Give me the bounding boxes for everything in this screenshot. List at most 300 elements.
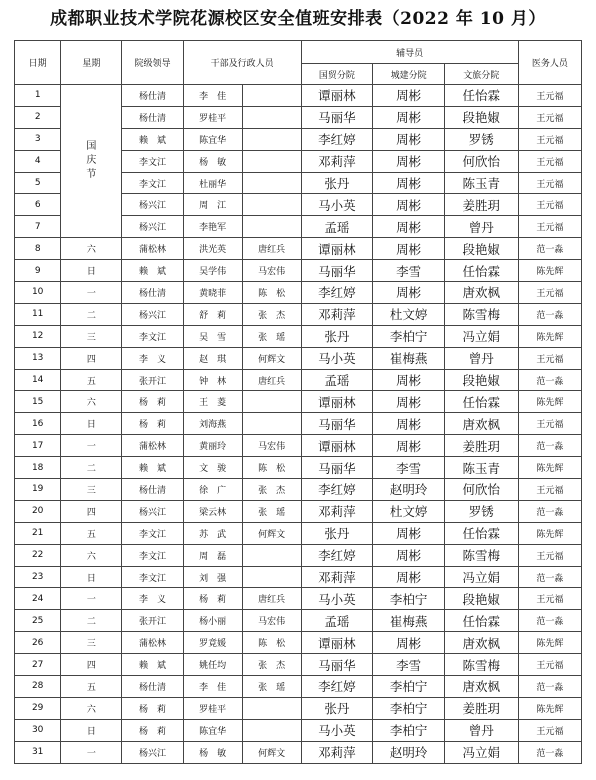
admin-cell-2: 陈 松 [242,282,301,304]
admin-cell-2 [242,413,301,435]
weekday-cell: 日 [61,260,122,282]
date-cell: 14 [15,369,61,391]
admin-cell: 徐 广 [183,479,242,501]
date-cell: 19 [15,479,61,501]
counselor-construction-cell: 周彬 [373,544,445,566]
counselor-trade-cell: 谭丽林 [301,391,373,413]
counselor-tourism-cell: 冯立娟 [444,741,518,763]
admin-cell: 罗竟媛 [183,632,242,654]
counselor-tourism-cell: 曾丹 [444,719,518,741]
medical-cell: 王元福 [518,172,581,194]
counselor-tourism-cell: 任怡霖 [444,610,518,632]
counselor-trade-cell: 马小英 [301,194,373,216]
counselor-construction-cell: 周彬 [373,194,445,216]
admin-cell: 王 菱 [183,391,242,413]
leader-cell: 杨仕清 [122,479,183,501]
medical-cell: 范一淼 [518,741,581,763]
leader-cell: 蒲松林 [122,435,183,457]
admin-cell: 黄丽玲 [183,435,242,457]
medical-cell: 范一淼 [518,500,581,522]
admin-cell: 姚任均 [183,654,242,676]
table-row [15,676,582,698]
holiday-label-char: 国 [86,141,97,153]
admin-cell-2 [242,697,301,719]
table-row [15,238,582,260]
medical-cell: 范一淼 [518,238,581,260]
admin-cell-2: 张 瑶 [242,325,301,347]
weekday-cell: 四 [61,347,122,369]
counselor-tourism-cell: 曾丹 [444,347,518,369]
weekday-cell: 三 [61,479,122,501]
medical-cell: 王元福 [518,85,581,107]
table-row [15,719,582,741]
counselor-construction-cell: 周彬 [373,369,445,391]
counselor-construction-cell: 周彬 [373,435,445,457]
admin-cell: 李 佳 [183,85,242,107]
admin-cell-2: 马宏伟 [242,435,301,457]
admin-cell-2 [242,391,301,413]
admin-cell-2: 张 瑶 [242,500,301,522]
date-cell: 4 [15,150,61,172]
leader-cell: 杨兴江 [122,741,183,763]
date-cell: 3 [15,128,61,150]
leader-cell: 杨兴江 [122,194,183,216]
admin-cell-2 [242,85,301,107]
medical-cell: 范一淼 [518,610,581,632]
table-row [15,741,582,763]
counselor-tourism-cell: 陈玉青 [444,457,518,479]
medical-cell: 陈先辉 [518,697,581,719]
counselor-tourism-cell: 陈雪梅 [444,303,518,325]
admin-cell: 苏 武 [183,522,242,544]
admin-cell-2: 张 杰 [242,479,301,501]
admin-cell: 陈宜华 [183,719,242,741]
counselor-construction-cell: 周彬 [373,391,445,413]
medical-cell: 王元福 [518,150,581,172]
counselor-trade-cell: 马丽华 [301,413,373,435]
table-row [15,347,582,369]
table-row [15,544,582,566]
table-body [15,85,582,764]
counselor-tourism-cell: 任怡霖 [444,85,518,107]
counselor-trade-cell: 张丹 [301,172,373,194]
counselor-construction-cell: 周彬 [373,172,445,194]
leader-cell: 杨 莉 [122,391,183,413]
date-cell: 21 [15,522,61,544]
holiday-label-char: 庆 [86,155,97,167]
counselor-tourism-cell: 段艳婌 [444,588,518,610]
weekday-cell: 五 [61,369,122,391]
table-row [15,632,582,654]
leader-cell: 李文江 [122,544,183,566]
counselor-tourism-cell: 冯立娟 [444,325,518,347]
header-leader: 院级领导 [122,41,183,85]
counselor-construction-cell: 崔梅燕 [373,347,445,369]
date-cell: 20 [15,500,61,522]
counselor-construction-cell: 李雪 [373,260,445,282]
counselor-trade-cell: 谭丽林 [301,238,373,260]
leader-cell: 蒲松林 [122,238,183,260]
counselor-construction-cell: 李柏宁 [373,325,445,347]
admin-cell-2 [242,106,301,128]
date-cell: 18 [15,457,61,479]
counselor-tourism-cell: 姜胜玥 [444,697,518,719]
admin-cell: 赵 琪 [183,347,242,369]
table-row [15,282,582,304]
admin-cell-2 [242,150,301,172]
counselor-trade-cell: 张丹 [301,522,373,544]
leader-cell: 杨兴江 [122,303,183,325]
counselor-trade-cell: 李红婷 [301,282,373,304]
counselor-construction-cell: 周彬 [373,238,445,260]
counselor-construction-cell: 周彬 [373,150,445,172]
date-cell: 8 [15,238,61,260]
counselor-tourism-cell: 姜胜玥 [444,435,518,457]
admin-cell: 钟 林 [183,369,242,391]
admin-cell-2 [242,719,301,741]
table-header [15,41,582,85]
date-cell: 27 [15,654,61,676]
counselor-trade-cell: 马丽华 [301,457,373,479]
counselor-trade-cell: 谭丽林 [301,85,373,107]
leader-cell: 杨仕清 [122,676,183,698]
admin-cell-2: 马宏伟 [242,260,301,282]
admin-cell-2: 何辉文 [242,741,301,763]
admin-cell: 洪光英 [183,238,242,260]
counselor-trade-cell: 邓莉萍 [301,741,373,763]
leader-cell: 李文江 [122,566,183,588]
counselor-tourism-cell: 姜胜玥 [444,194,518,216]
counselor-construction-cell: 李柏宁 [373,719,445,741]
counselor-trade-cell: 马小英 [301,588,373,610]
header-counselor-construction: 城建分院 [373,64,445,85]
table-row [15,435,582,457]
weekday-cell: 五 [61,676,122,698]
counselor-tourism-cell: 何欣怡 [444,479,518,501]
counselor-construction-cell: 周彬 [373,522,445,544]
counselor-trade-cell: 谭丽林 [301,632,373,654]
holiday-label-char: 节 [86,169,97,181]
date-cell: 24 [15,588,61,610]
date-cell: 5 [15,172,61,194]
counselor-trade-cell: 孟瑶 [301,369,373,391]
table-row [15,500,582,522]
admin-cell: 文 骏 [183,457,242,479]
admin-cell: 黄晓菲 [183,282,242,304]
medical-cell: 范一淼 [518,369,581,391]
weekday-cell: 日 [61,413,122,435]
date-cell: 30 [15,719,61,741]
counselor-tourism-cell: 罗锈 [444,500,518,522]
counselor-construction-cell: 周彬 [373,282,445,304]
counselor-tourism-cell: 任怡霖 [444,391,518,413]
counselor-construction-cell: 杜文婷 [373,500,445,522]
page-title: 成都职业技术学院花源校区安全值班安排表（2022 年 10 月） [50,9,546,29]
counselor-trade-cell: 张丹 [301,325,373,347]
admin-cell-2: 唐红兵 [242,588,301,610]
leader-cell: 杨兴江 [122,216,183,238]
weekday-cell: 一 [61,741,122,763]
header-counselor-tourism: 文旅分院 [444,64,518,85]
date-cell: 22 [15,544,61,566]
header-counselor-trade: 国贸分院 [301,64,373,85]
weekday-cell: 一 [61,282,122,304]
leader-cell: 杨兴江 [122,500,183,522]
counselor-construction-cell: 李柏宁 [373,588,445,610]
admin-cell-2: 马宏伟 [242,610,301,632]
date-cell: 31 [15,741,61,763]
leader-cell: 李 义 [122,588,183,610]
table-row [15,260,582,282]
medical-cell: 陈先辉 [518,391,581,413]
table-row [15,697,582,719]
admin-cell: 杨 敏 [183,150,242,172]
date-cell: 29 [15,697,61,719]
counselor-tourism-cell: 唐欢枫 [444,282,518,304]
counselor-trade-cell: 马小英 [301,347,373,369]
leader-cell: 蒲松林 [122,632,183,654]
table-row [15,413,582,435]
counselor-tourism-cell: 唐欢枫 [444,413,518,435]
counselor-construction-cell: 崔梅燕 [373,610,445,632]
counselor-tourism-cell: 段艳婌 [444,369,518,391]
counselor-construction-cell: 赵明玲 [373,479,445,501]
medical-cell: 范一淼 [518,435,581,457]
counselor-tourism-cell: 何欣怡 [444,150,518,172]
counselor-construction-cell: 周彬 [373,85,445,107]
date-cell: 9 [15,260,61,282]
counselor-trade-cell: 李红婷 [301,479,373,501]
counselor-tourism-cell: 冯立娟 [444,566,518,588]
date-cell: 13 [15,347,61,369]
duty-schedule-table [14,40,582,764]
counselor-tourism-cell: 罗锈 [444,128,518,150]
counselor-trade-cell: 张丹 [301,697,373,719]
counselor-trade-cell: 邓莉萍 [301,566,373,588]
counselor-trade-cell: 谭丽林 [301,435,373,457]
counselor-construction-cell: 李雪 [373,457,445,479]
leader-cell: 赖 斌 [122,654,183,676]
date-cell: 17 [15,435,61,457]
date-cell: 1 [15,85,61,107]
counselor-trade-cell: 孟瑶 [301,216,373,238]
weekday-cell: 二 [61,610,122,632]
counselor-tourism-cell: 唐欢枫 [444,632,518,654]
leader-cell: 杨 莉 [122,413,183,435]
table-row [15,303,582,325]
counselor-tourism-cell: 段艳婌 [444,106,518,128]
leader-cell: 李文江 [122,325,183,347]
leader-cell: 李文江 [122,522,183,544]
table-row [15,479,582,501]
admin-cell-2: 陈 松 [242,632,301,654]
weekday-cell: 六 [61,697,122,719]
header-medical: 医务人员 [518,41,581,85]
date-cell: 15 [15,391,61,413]
leader-cell: 张开江 [122,369,183,391]
counselor-trade-cell: 马丽华 [301,106,373,128]
leader-cell: 李 义 [122,347,183,369]
table-row [15,457,582,479]
counselor-construction-cell: 周彬 [373,566,445,588]
weekday-cell: 六 [61,391,122,413]
counselor-construction-cell: 周彬 [373,106,445,128]
holiday-label [61,85,122,238]
admin-cell: 李 佳 [183,676,242,698]
leader-cell: 李文江 [122,150,183,172]
admin-cell-2 [242,544,301,566]
weekday-cell: 三 [61,325,122,347]
weekday-cell: 一 [61,588,122,610]
counselor-tourism-cell: 任怡霖 [444,260,518,282]
counselor-construction-cell: 李柏宁 [373,697,445,719]
leader-cell: 李文江 [122,172,183,194]
medical-cell: 陈先辉 [518,325,581,347]
counselor-trade-cell: 马丽华 [301,260,373,282]
admin-cell-2: 张 瑶 [242,676,301,698]
counselor-tourism-cell: 唐欢枫 [444,676,518,698]
admin-cell-2: 张 杰 [242,654,301,676]
medical-cell: 范一淼 [518,566,581,588]
admin-cell: 舒 莉 [183,303,242,325]
table-row [15,522,582,544]
leader-cell: 杨 莉 [122,697,183,719]
admin-cell: 刘海燕 [183,413,242,435]
leader-cell: 张开江 [122,610,183,632]
counselor-tourism-cell: 曾丹 [444,216,518,238]
medical-cell: 范一淼 [518,676,581,698]
leader-cell: 杨仕清 [122,85,183,107]
admin-cell-2 [242,566,301,588]
counselor-construction-cell: 周彬 [373,216,445,238]
medical-cell: 范一淼 [518,303,581,325]
counselor-tourism-cell: 陈玉青 [444,172,518,194]
date-cell: 16 [15,413,61,435]
counselor-trade-cell: 孟瑶 [301,610,373,632]
admin-cell: 梁云林 [183,500,242,522]
admin-cell-2 [242,216,301,238]
weekday-cell: 六 [61,544,122,566]
leader-cell: 赖 斌 [122,260,183,282]
leader-cell: 杨仕清 [122,106,183,128]
admin-cell-2: 唐红兵 [242,238,301,260]
medical-cell: 陈先辉 [518,260,581,282]
weekday-cell: 三 [61,632,122,654]
admin-cell: 罗桂平 [183,697,242,719]
counselor-trade-cell: 李红婷 [301,128,373,150]
admin-cell-2: 陈 松 [242,457,301,479]
weekday-cell: 四 [61,500,122,522]
leader-cell: 杨仕清 [122,282,183,304]
counselor-construction-cell: 赵明玲 [373,741,445,763]
counselor-trade-cell: 邓莉萍 [301,500,373,522]
header-counselor: 辅导员 [301,41,518,64]
weekday-cell: 日 [61,566,122,588]
medical-cell: 陈先辉 [518,522,581,544]
table-row [15,391,582,413]
counselor-trade-cell: 马小英 [301,719,373,741]
counselor-tourism-cell: 任怡霖 [444,522,518,544]
counselor-trade-cell: 马丽华 [301,654,373,676]
weekday-cell: 四 [61,654,122,676]
table-row [15,325,582,347]
medical-cell: 王元福 [518,719,581,741]
date-cell: 26 [15,632,61,654]
medical-cell: 陈先辉 [518,457,581,479]
table-row [15,85,582,107]
weekday-cell: 日 [61,719,122,741]
date-cell: 12 [15,325,61,347]
counselor-tourism-cell: 陈雪梅 [444,654,518,676]
counselor-construction-cell: 周彬 [373,128,445,150]
counselor-construction-cell: 周彬 [373,413,445,435]
counselor-construction-cell: 李柏宁 [373,676,445,698]
table-row [15,588,582,610]
weekday-cell: 五 [61,522,122,544]
header-weekday: 星期 [61,41,122,85]
admin-cell: 杨 敏 [183,741,242,763]
admin-cell: 周 江 [183,194,242,216]
admin-cell-2 [242,172,301,194]
medical-cell: 王元福 [518,128,581,150]
weekday-cell: 六 [61,238,122,260]
date-cell: 28 [15,676,61,698]
admin-cell-2: 张 杰 [242,303,301,325]
header-admin: 干部及行政人员 [183,41,301,85]
counselor-construction-cell: 杜文婷 [373,303,445,325]
date-cell: 6 [15,194,61,216]
counselor-trade-cell: 李红婷 [301,544,373,566]
medical-cell: 陈先辉 [518,632,581,654]
medical-cell: 王元福 [518,194,581,216]
admin-cell-2: 何辉文 [242,522,301,544]
admin-cell: 吴 雪 [183,325,242,347]
admin-cell: 刘 强 [183,566,242,588]
admin-cell: 周 磊 [183,544,242,566]
admin-cell: 陈宜华 [183,128,242,150]
medical-cell: 王元福 [518,106,581,128]
leader-cell: 杨 莉 [122,719,183,741]
counselor-tourism-cell: 段艳婌 [444,238,518,260]
admin-cell: 杜丽华 [183,172,242,194]
weekday-cell: 一 [61,435,122,457]
admin-cell: 李艳军 [183,216,242,238]
date-cell: 2 [15,106,61,128]
admin-cell: 罗桂平 [183,106,242,128]
medical-cell: 王元福 [518,347,581,369]
admin-cell: 杨小丽 [183,610,242,632]
medical-cell: 王元福 [518,216,581,238]
admin-cell-2 [242,128,301,150]
admin-cell-2: 何辉文 [242,347,301,369]
medical-cell: 王元福 [518,588,581,610]
leader-cell: 赖 斌 [122,457,183,479]
admin-cell: 吴学伟 [183,260,242,282]
counselor-construction-cell: 李雪 [373,654,445,676]
table-row [15,566,582,588]
date-cell: 25 [15,610,61,632]
counselor-trade-cell: 邓莉萍 [301,303,373,325]
header-date: 日期 [15,41,61,85]
date-cell: 11 [15,303,61,325]
counselor-trade-cell: 邓莉萍 [301,150,373,172]
medical-cell: 王元福 [518,479,581,501]
table-row [15,654,582,676]
date-cell: 10 [15,282,61,304]
admin-cell-2: 唐红兵 [242,369,301,391]
medical-cell: 王元福 [518,544,581,566]
weekday-cell: 二 [61,457,122,479]
